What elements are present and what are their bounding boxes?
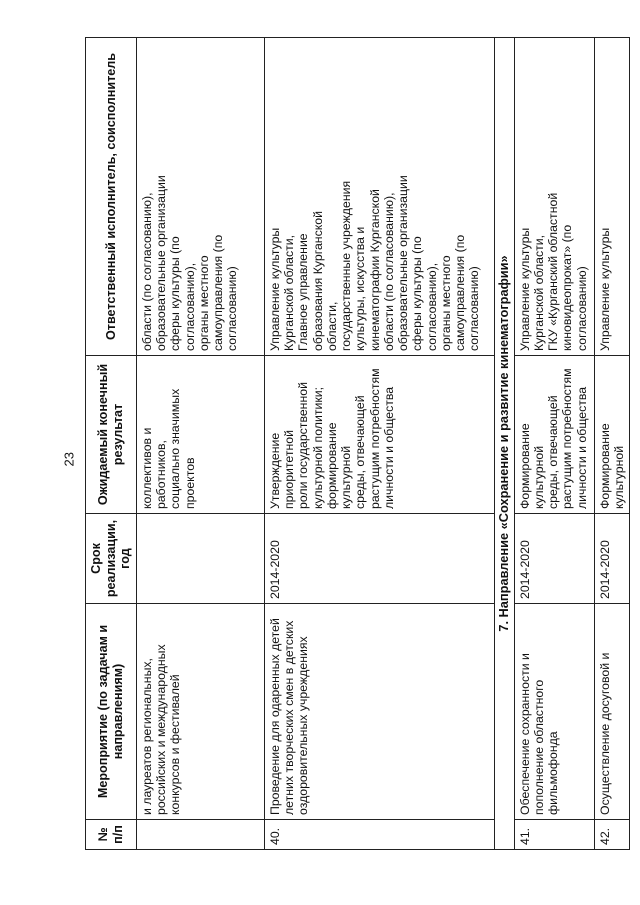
header-event: Мероприятие (по задачам и направлениям) [86,604,137,820]
cell-result: коллективов и работников, социально значимых проектов [136,356,264,514]
section-row [494,38,514,850]
table-row [136,38,264,850]
cell-result: Формирование культурной среды, отвечающей растущим потребностям личности и общества [514,356,594,514]
cell-result: Формирование культурной [594,356,630,514]
activities-table [85,37,630,850]
table-row [514,38,594,850]
cell-responsible: Управление культуры Курганской области, ГКУ «Курганский областной киновидеопрокат» (по согласованию) [514,38,594,356]
section-title: 7. Направление «Сохранение и развитие кинематографии» [494,38,514,850]
table-row [594,38,630,850]
cell-event: Осуществление досуговой и [594,604,630,820]
rotated-table-wrapper [85,38,626,850]
cell-period [136,514,264,604]
cell-responsible: области (по согласованию), образовательные организации сферы культуры (по согласованию), органы местного самоуправления (по согласованию) [136,38,264,356]
cell-event: Обеспечение сохранности и пополнение областного фильмофонда [514,604,594,820]
table-row [264,38,494,850]
cell-responsible: Управление культуры [594,38,630,356]
cell-period: 2014-2020 [594,514,630,604]
cell-period: 2014-2020 [514,514,594,604]
table-header-row [86,38,137,850]
header-responsible: Ответственный исполнитель, соисполнитель [86,38,137,356]
cell-period: 2014-2020 [264,514,494,604]
page-number: 23 [61,452,77,467]
cell-num [136,820,264,850]
cell-num: 42. [594,820,630,850]
cell-num: 40. [264,820,494,850]
cell-result: Утверждение приоритетной роли государственной культурной политики; формирование культурной среды, отвечающей растущим потребностям личности и общества [264,356,494,514]
cell-responsible: Управление культуры Курганской области, Главное управление образования Курганской области, государственные учреждения культуры, искусства и кинематографии Курганской области (по согласованию), образовательные организации сферы культуры (по согласованию), органы местного самоуправления (по согласованию) [264,38,494,356]
header-num: № п/п [86,820,137,850]
cell-event: и лауреатов региональных, российских и международных конкурсов и фестивалей [136,604,264,820]
cell-event: Проведение для одаренных детей летних творческих смен в детских оздоровительных учреждениях [264,604,494,820]
header-result: Ожидаемый конечный результат [86,356,137,514]
header-period: Срок реализации, год [86,514,137,604]
cell-num: 41. [514,820,594,850]
